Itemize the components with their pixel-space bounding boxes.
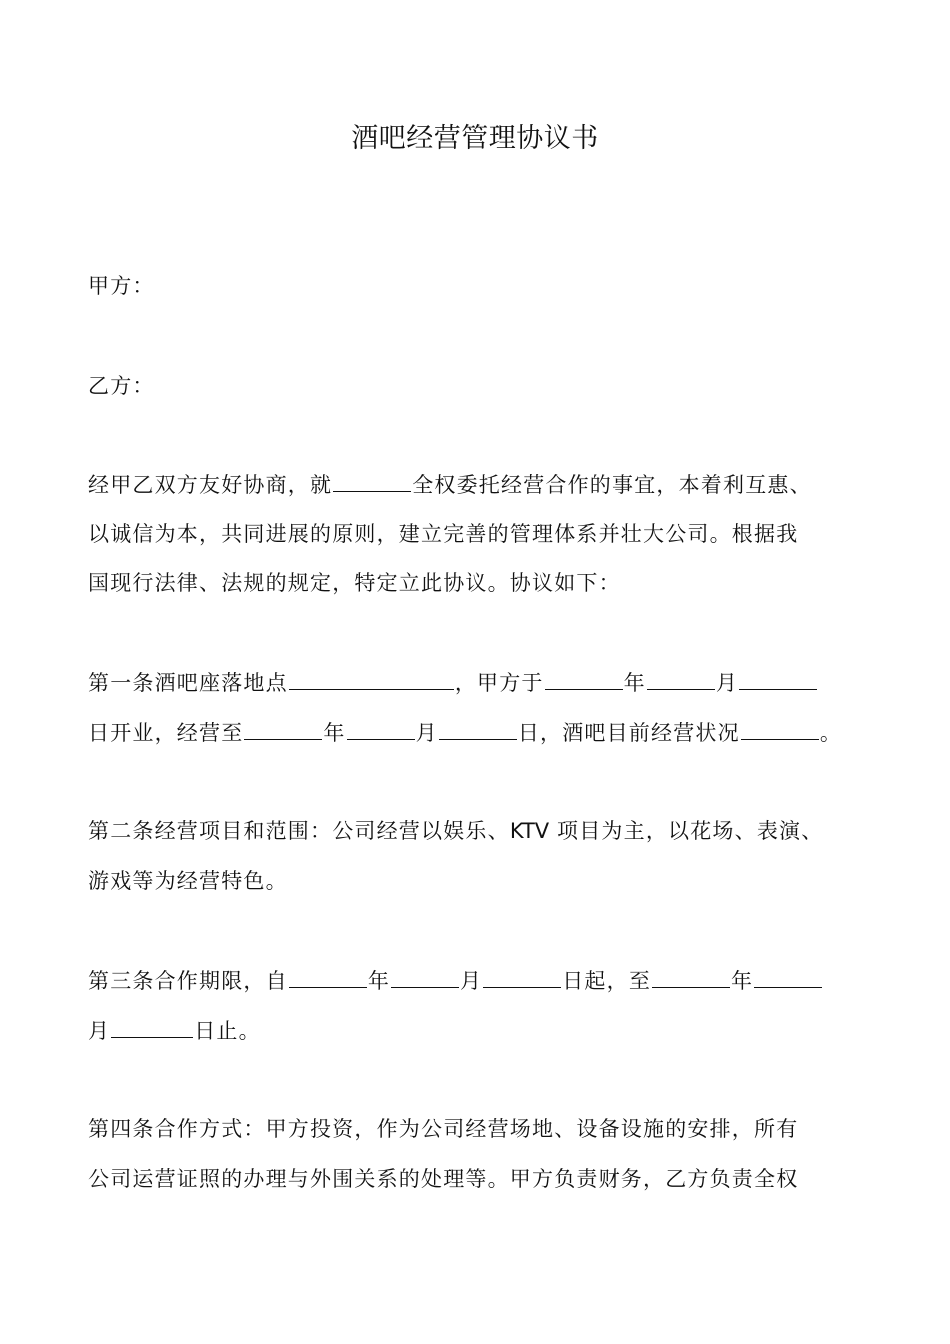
year-label: 年 <box>323 721 346 745</box>
article-2-line-2: 游戏等为经营特色。 <box>88 869 288 893</box>
article-text: 月 <box>88 1019 111 1043</box>
fill-blank <box>289 667 454 690</box>
fill-blank <box>483 965 561 988</box>
fill-blank <box>754 965 822 988</box>
party-a-label: 甲方： <box>88 274 155 298</box>
fill-blank <box>741 717 819 740</box>
fill-blank <box>289 965 367 988</box>
intro-line-3: 国现行法律、法规的规定，特定立此协议。协议如下： <box>88 571 621 595</box>
article-1-line-2 <box>88 717 842 748</box>
year-label: 年 <box>623 671 646 695</box>
intro-line-2: 以诚信为本，共同进展的原则，建立完善的管理体系并壮大公司。根据我 <box>88 522 799 546</box>
article-4-line-2: 公司运营证照的办理与外围关系的处理等。甲方负责财务，乙方负责全权 <box>88 1167 799 1191</box>
fill-blank <box>439 717 517 740</box>
article-text: 日，酒吧目前经营状况 <box>517 721 740 745</box>
document-title: 酒吧经营管理协议书 <box>351 123 599 154</box>
article-3-line-1 <box>88 965 823 996</box>
article-text: 项目为主，以花场、表演、 <box>549 819 824 843</box>
month-label: 月 <box>460 969 483 993</box>
fill-blank <box>739 667 817 690</box>
intro-text: 全权委托经营合作的事宜，本着利互惠、 <box>412 473 812 497</box>
fill-blank <box>347 717 415 740</box>
article-text: 第三条合作期限，自 <box>88 969 288 993</box>
article-text: 。 <box>819 721 843 745</box>
party-b-label: 乙方： <box>88 374 155 398</box>
fill-blank <box>545 667 623 690</box>
article-1-line-1 <box>88 667 818 698</box>
article-3-line-2 <box>88 1015 261 1046</box>
article-4-line-1: 第四条合作方式：甲方投资，作为公司经营场地、设备设施的安排，所有 <box>88 1117 799 1141</box>
intro-line-1 <box>88 469 812 500</box>
article-2-line-1 <box>88 816 823 846</box>
fill-blank <box>333 469 411 492</box>
article-text: 日开业，经营至 <box>88 721 244 745</box>
ktv-text: KTV <box>509 819 550 843</box>
fill-blank <box>647 667 715 690</box>
article-text: 第一条酒吧座落地点 <box>88 671 288 695</box>
fill-blank <box>244 717 322 740</box>
fill-blank <box>111 1015 193 1038</box>
article-text: 第二条经营项目和范围：公司经营以娱乐、 <box>88 819 510 843</box>
article-text: 日止。 <box>194 1019 261 1043</box>
intro-text: 经甲乙双方友好协商，就 <box>88 473 333 497</box>
article-text: ，甲方于 <box>454 671 544 695</box>
year-label: 年 <box>731 969 754 993</box>
month-label: 月 <box>715 671 739 695</box>
month-label: 月 <box>415 721 438 745</box>
fill-blank <box>652 965 730 988</box>
article-text: 日起，至 <box>562 969 652 993</box>
fill-blank <box>391 965 459 988</box>
year-label: 年 <box>367 969 391 993</box>
